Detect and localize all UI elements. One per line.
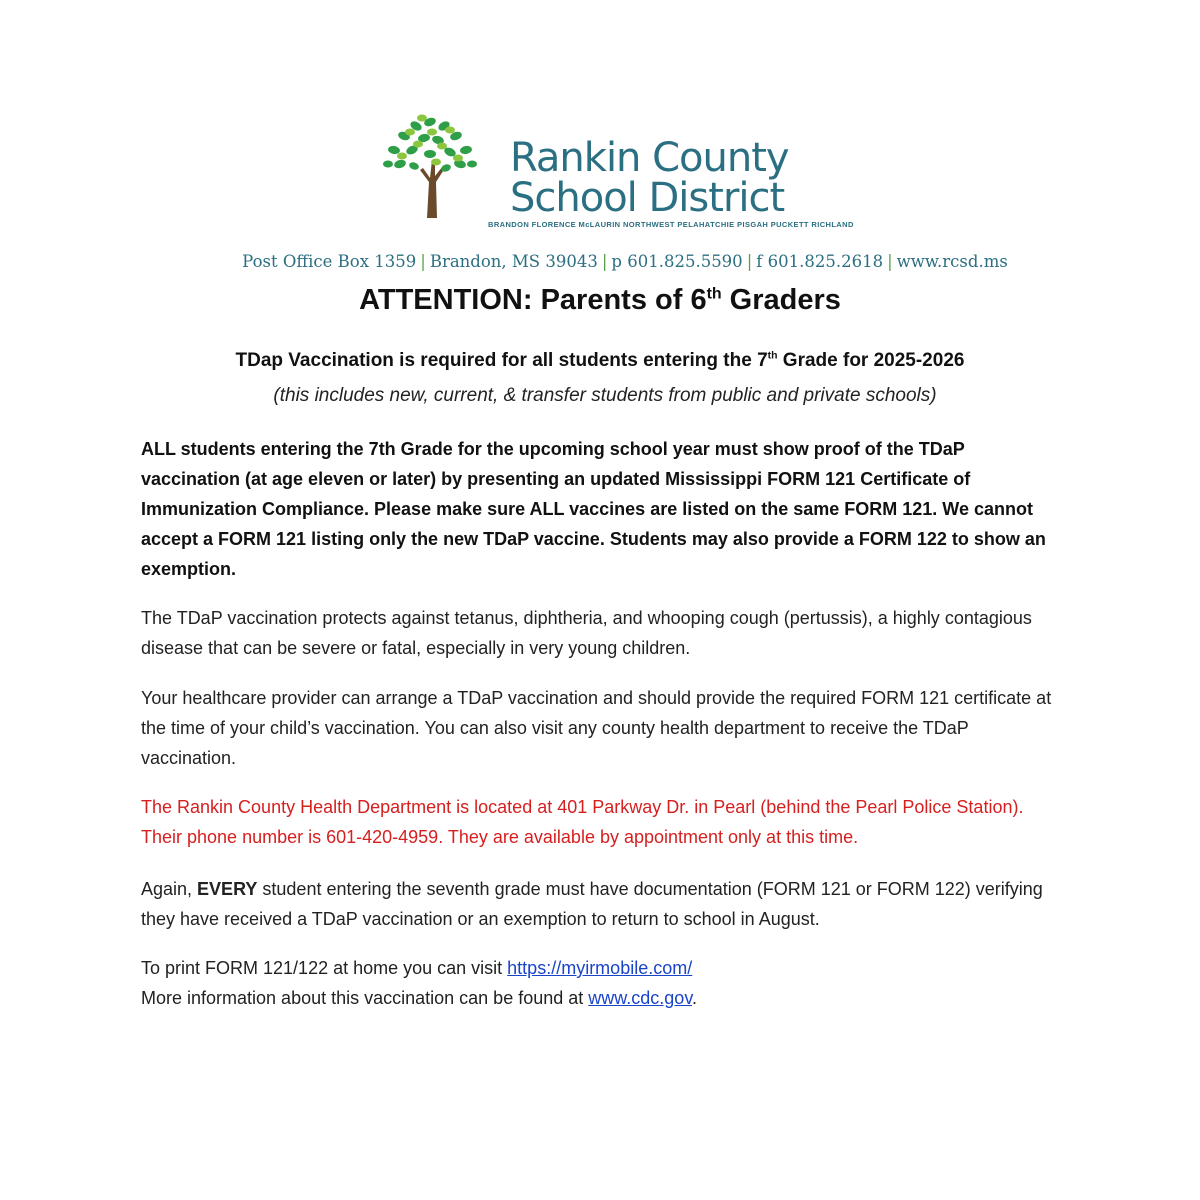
documentation-paragraph: Again, EVERY student entering the seventh grade must have documentation (FORM 121 or FORM 122) verifying they have received a TDaP vaccination or an exemption to return to school in August. xyxy=(141,879,1043,929)
logo-name-line2: School District xyxy=(510,175,785,221)
cdc-link[interactable]: www.cdc.gov xyxy=(588,988,692,1008)
vaccination-requirement-heading: TDap Vaccination is required for all students entering the 7th Grade for 2025-2026 xyxy=(235,350,965,371)
tree-logo-icon xyxy=(380,112,480,218)
protection-paragraph: The TDaP vaccination protects against tetanus, diphtheria, and whooping cough (pertussis), a highly contagious disease that can be severe or fatal, especially in very young children. xyxy=(141,608,1032,658)
provider-paragraph: Your healthcare provider can arrange a TDaP vaccination and should provide the required FORM 121 certificate at the time of your child’s vaccination. You can also visit any county health department to receive the TDaP vaccination. xyxy=(141,688,1052,768)
myirmobile-link[interactable]: https://myirmobile.com/ xyxy=(507,958,693,978)
contact-website: www.rcsd.ms xyxy=(896,252,1008,271)
contact-phone: p 601.825.5590 xyxy=(611,252,743,271)
health-department-paragraph: The Rankin County Health Department is located at 401 Parkway Dr. in Pearl (behind the Pearl Police Station). Their phone number is 601-420-4959. They are available by appointment only at this time. xyxy=(141,797,1024,847)
requirement-paragraph: ALL students entering the 7th Grade for the upcoming school year must show proof of the TDaP vaccination (at age eleven or later) by presenting an updated Mississippi FORM 121 Certificate of Immunization Compliance. Please make sure ALL vaccines are listed on the same FORM 121. We cannot accept a FORM 121 listing only the new TDaP vaccine. Students may also provide a FORM 122 to show an exemption. xyxy=(141,439,1046,579)
page-title: ATTENTION: Parents of 6th Graders xyxy=(359,284,841,316)
logo-name-line1: Rankin County xyxy=(510,135,789,181)
eligibility-note: (this includes new, current, & transfer students from public and private schools) xyxy=(273,385,937,406)
logo-school-list: BRANDON FLORENCE McLAURIN NORTHWEST PELAHATCHIE PISGAH PUCKETT RICHLAND xyxy=(488,220,854,229)
resources-paragraph: To print FORM 121/122 at home you can visit https://myirmobile.com/ More information about this vaccination can be found at www.cdc.gov. xyxy=(141,958,697,1008)
contact-line: Post Office Box 1359 | Brandon, MS 39043 | p 601.825.5590 | f 601.825.2618 | www.rcsd.ms xyxy=(242,252,1008,271)
contact-fax: f 601.825.2618 xyxy=(756,252,884,271)
contact-address: Post Office Box 1359 xyxy=(242,252,417,271)
district-logo xyxy=(380,112,880,237)
contact-city: Brandon, MS 39043 xyxy=(429,252,598,271)
